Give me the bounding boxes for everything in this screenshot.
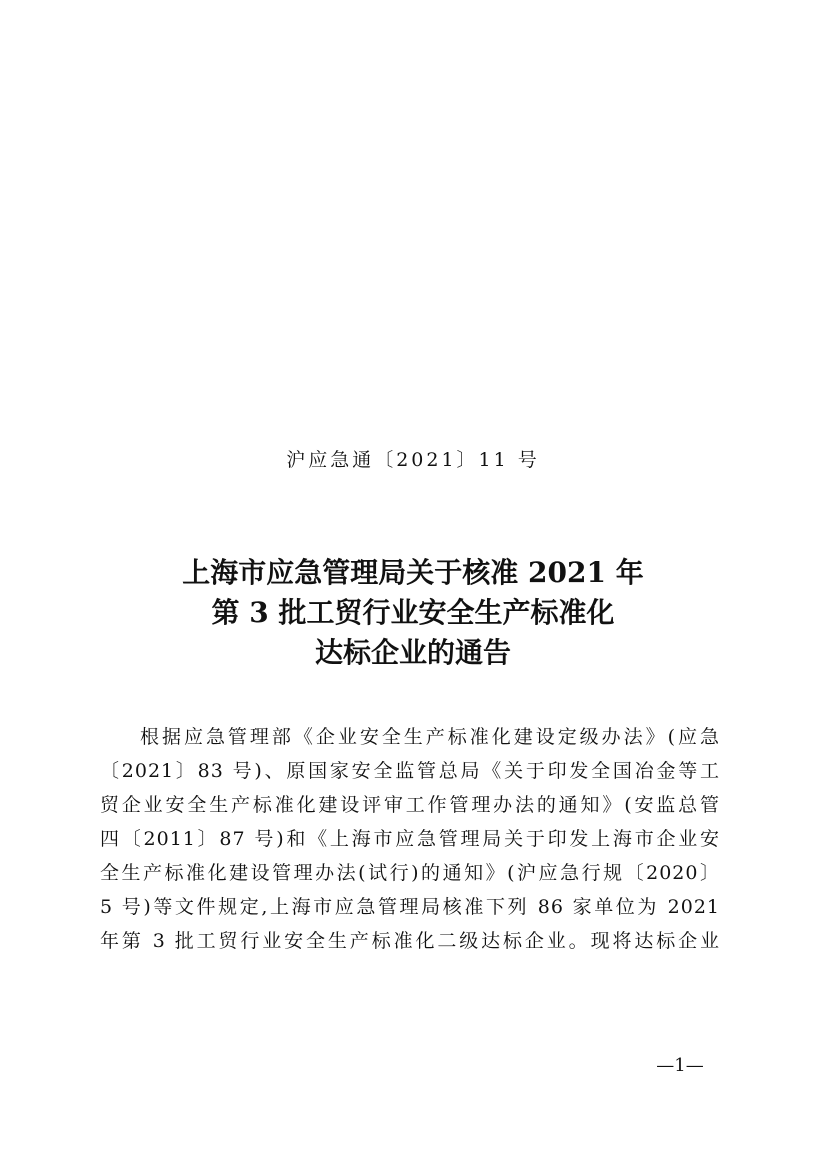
- page-number: —1—: [656, 1055, 704, 1076]
- body-line-5: 全生产标准化建设管理办法(试行)的通知》(沪应急行规〔2020〕: [100, 862, 720, 884]
- body-line-1: 根据应急管理部《企业安全生产标准化建设定级办法》(应急: [140, 726, 720, 748]
- body-line-3: 贸企业安全生产标准化建设评审工作管理办法的通知》(安监总管: [100, 794, 720, 816]
- body-paragraph: [100, 720, 720, 958]
- title-line-2: 第 3 批工贸行业安全生产标准化: [211, 596, 615, 629]
- body-line-7: 年第 3 批工贸行业安全生产标准化二级达标企业。现将达标企业: [100, 930, 720, 952]
- document-number: 沪应急通〔2021〕11 号: [286, 449, 540, 471]
- body-line-4: 四〔2011〕87 号)和《上海市应急管理局关于印发上海市企业安: [100, 828, 720, 850]
- document-title: [0, 553, 826, 673]
- body-line-2: 〔2021〕83 号)、原国家安全监管总局《关于印发全国冶金等工: [100, 760, 720, 782]
- title-line-1: 上海市应急管理局关于核准 2021 年: [182, 556, 644, 589]
- body-line-6: 5 号)等文件规定,上海市应急管理局核准下列 86 家单位为 2021: [100, 896, 720, 918]
- title-line-3: 达标企业的通告: [314, 636, 511, 669]
